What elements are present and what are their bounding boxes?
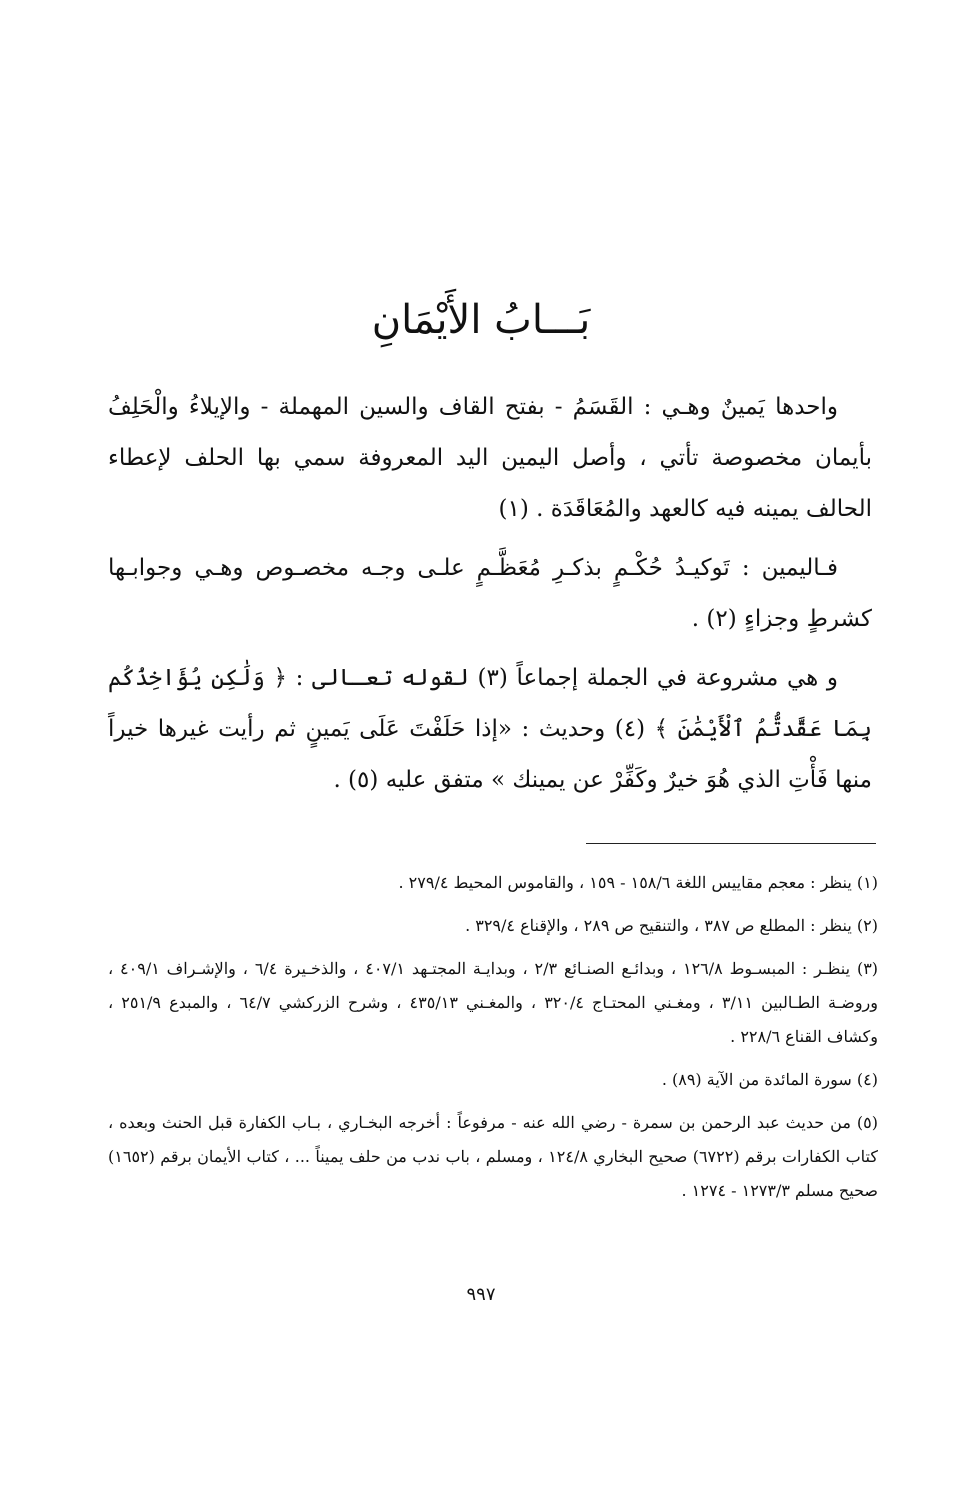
- page-number: ٩٩٧: [466, 1284, 496, 1305]
- footnote-2: (٢) ينظر : المطلع ص ٣٨٧ ، والتنقيح ص ٢٨٩ ، والإقناع ٣٢٩/٤ .: [465, 916, 878, 935]
- footnote-5: (٥) من حديث عبد الرحمن بن سمرة - رضي الله عنه - مرفوعاً : أخرجه البخـاري ، بـاب الكفارة قبل الحنث وبعده ، كتاب الكفارات برقم (٦٧٢٢) صحيح البخاري ١٢٤/٨ ، ومسلم ، باب ندب من حلف يميناً ... ، كتاب الأيمان برقم (١٦٥٢) صحيح مسلم ١٢٧٣/٣ - ١٢٧٤ .: [108, 1113, 878, 1200]
- main-text: [108, 382, 872, 814]
- footnotes: [108, 866, 878, 1217]
- paragraph-legitimacy: و هي مشروعة في الجملة إجماعاً (٣) لقوله تعـالى : ﴿ وَلَٰكِن يُؤَاخِذُكُم بِمَا عَقَّدتُّمُ ٱلْأَيْمَٰنَ ﴾ (٤) وحديث : «إذا حَلَفْتَ عَلَى يَمينٍ ثم رأيت غيرها خيراً منها فَأْتِ الذي هُوَ خيرٌ وكَفِّرْ عن يمينك » متفق عليه (٥) .: [108, 665, 872, 793]
- footnote-1: (١) ينظر : معجم مقاييس اللغة ١٥٨/٦ - ١٥٩ ، والقاموس المحيط ٢٧٩/٤ .: [398, 873, 878, 892]
- paragraph-definition: واحدها يَمينٌ وهـي : القَسَمُ - بفتح القاف والسين المهملة - والإيلاءُ والْحَلِفُ بأيمان مخصوصة تأتي ، وأصل اليمين اليد المعروفة سمي بها الحلف لإعطاء الحالف يمينه فيه كالعهد والمُعَاقَدَة . (١): [108, 394, 872, 522]
- footnote-3: (٣) ينظـر : المبسـوط ١٢٦/٨ ، وبدائـع الصنـائع ٢/٣ ، وبدايـة المجتـهد ٤٠٧/١ ، والذخـيرة ٦/٤ ، والإشـراف ٤٠٩/١ ، وروضـة الطـالبين ٣/١١ ، ومغـني المحتـاج ٣٢٠/٤ ، والمغـني ٤٣٥/١٣ ، وشرح الزركشي ٦٤/٧ ، والمبدع ٢٥١/٩ ، وكشاف القناع ٢٢٨/٦ .: [108, 959, 879, 1046]
- footnote-divider: [586, 843, 876, 844]
- footnote-4: (٤) سورة المائدة من الآية (٨٩) .: [661, 1070, 878, 1089]
- chapter-title: بَـــابُ الأَيْمَانِ: [371, 297, 591, 343]
- paragraph-yamin-meaning: فـاليمين : تَوكيـدُ حُكْـمٍ بذكـرِ مُعَظَّـمٍ علـى وجـه مخصـوص وهـي وجوابـها كشرطٍ وجزاءٍ (٢) .: [108, 555, 872, 632]
